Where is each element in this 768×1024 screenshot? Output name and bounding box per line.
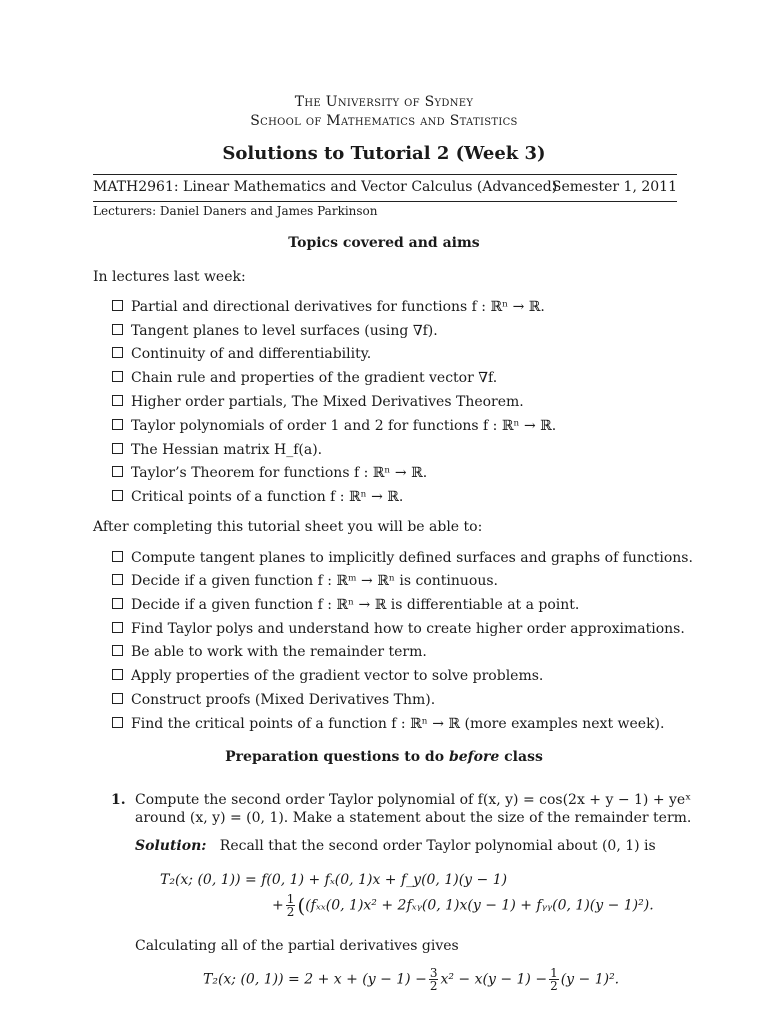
list-item: Decide if a given function f : ℝᵐ → ℝⁿ is continuous. [112, 573, 498, 589]
checkbox-icon [112, 300, 123, 311]
question-text-line1: Compute the second order Taylor polynomial of f(x, y) = cos(2x + y − 1) + yeˣ [135, 792, 692, 808]
topics-intro: In lectures last week: [93, 269, 246, 285]
university-name: The University of Sydney [294, 94, 474, 110]
list-item: Taylor’s Theorem for functions f : ℝⁿ → ℝ. [112, 465, 427, 481]
question-text-line2: around (x, y) = (0, 1). Make a statement about the size of the remainder term. [135, 810, 692, 826]
list-item: Critical points of a function f : ℝⁿ → ℝ. [112, 489, 403, 505]
taylor-formula-line1: T₂(x; (0, 1)) = f(0, 1) + fₓ(0, 1)x + f_y(0, 1)(y − 1) [160, 872, 508, 888]
list-item: Construct proofs (Mixed Derivatives Thm). [112, 692, 435, 708]
lecturers: Lecturers: Daniel Daners and James Parkinson [93, 204, 378, 218]
checkbox-icon [112, 693, 123, 704]
list-item: Find the critical points of a function f : ℝⁿ → ℝ (more examples next week). [112, 716, 664, 732]
topics-heading: Topics covered and aims [288, 235, 480, 251]
course-name: MATH2961: Linear Mathematics and Vector Calculus (Advanced) [93, 179, 558, 195]
checkbox-icon [112, 574, 123, 585]
checkbox-icon [112, 347, 123, 358]
list-item: The Hessian matrix H_f(a). [112, 442, 322, 458]
semester-label: Semester 1, 2011 [551, 179, 677, 195]
solution-text: Recall that the second order Taylor polynomial about (0, 1) is [219, 838, 656, 854]
checkbox-icon [112, 371, 123, 382]
list-item: Taylor polynomials of order 1 and 2 for functions f : ℝⁿ → ℝ. [112, 418, 556, 434]
question-number: 1. [111, 792, 126, 808]
calculation-text: Calculating all of the partial derivatives gives [135, 938, 459, 954]
checkbox-icon [112, 622, 123, 633]
list-item: Higher order partials, The Mixed Derivatives Theorem. [112, 394, 524, 410]
checkbox-icon [112, 419, 123, 430]
list-item: Decide if a given function f : ℝⁿ → ℝ is differentiable at a point. [112, 597, 579, 613]
checkbox-icon [112, 466, 123, 477]
list-item: Chain rule and properties of the gradient vector ∇f. [112, 370, 497, 386]
checkbox-icon [112, 395, 123, 406]
taylor-result: T₂(x; (0, 1)) = 2 + x + (y − 1) − $\frac{3}{2}$ x² − x(y − 1) − $\frac{1}{2}$ (y − 1)². [203, 966, 620, 993]
top-rule [93, 174, 677, 175]
page-title: Solutions to Tutorial 2 (Week 3) [222, 143, 546, 164]
list-item: Continuity of and differentiability. [112, 346, 371, 362]
checkbox-icon [112, 669, 123, 680]
solution-label: Solution: [135, 838, 207, 854]
aims-intro: After completing this tutorial sheet you will be able to: [93, 519, 483, 535]
bottom-rule [93, 201, 677, 202]
checkbox-icon [112, 324, 123, 335]
list-item: Apply properties of the gradient vector to solve problems. [112, 668, 543, 684]
checkbox-icon [112, 645, 123, 656]
checkbox-icon [112, 443, 123, 454]
checkbox-icon [112, 717, 123, 728]
list-item: Partial and directional derivatives for functions f : ℝⁿ → ℝ. [112, 299, 545, 315]
preparation-heading: Preparation questions to do before class [225, 749, 543, 765]
solution-line [135, 838, 656, 854]
list-item: Find Taylor polys and understand how to create higher order approximations. [112, 621, 685, 637]
checkbox-icon [112, 598, 123, 609]
taylor-formula-line2: + $\frac{1}{2}$ ((fₓₓ(0, 1)x² + 2fₓᵧ(0, 1)x(y − 1) + fᵧᵧ(0, 1)(y − 1)²). [272, 892, 654, 919]
checkbox-icon [112, 551, 123, 562]
list-item: Be able to work with the remainder term. [112, 644, 427, 660]
school-name: School of Mathematics and Statistics [250, 113, 518, 129]
list-item: Tangent planes to level surfaces (using ∇f). [112, 323, 438, 339]
checkbox-icon [112, 490, 123, 501]
list-item: Compute tangent planes to implicitly defined surfaces and graphs of functions. [112, 550, 693, 566]
